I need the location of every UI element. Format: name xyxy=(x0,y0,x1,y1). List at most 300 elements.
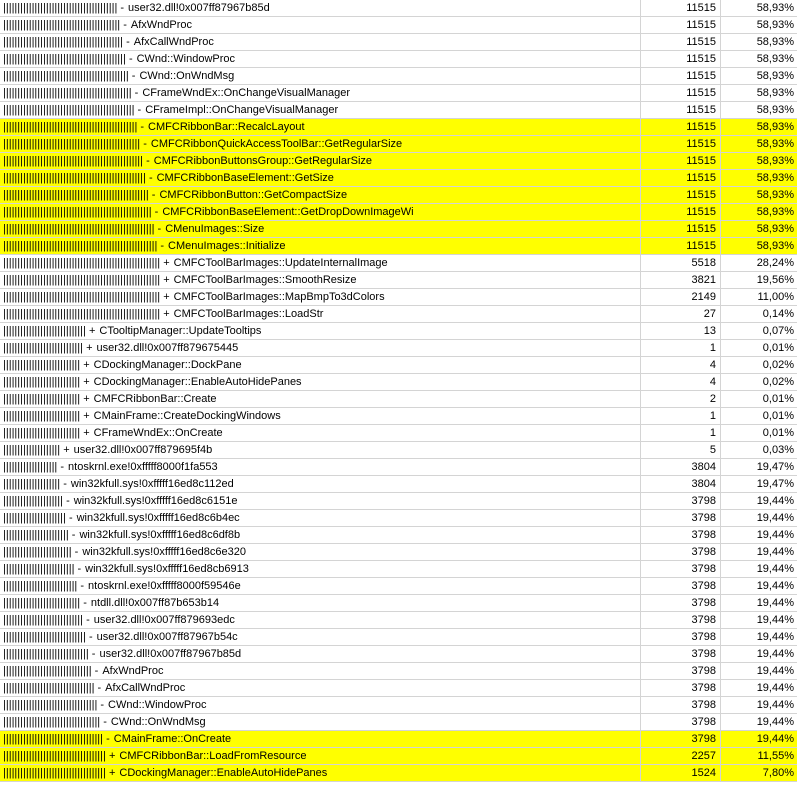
indent-guides: |||||||||||||||||||||||| xyxy=(3,546,72,558)
function-name: win32kfull.sys!0xfffff16ed8cb6913 xyxy=(85,563,249,575)
expand-toggle[interactable]: + xyxy=(63,444,70,456)
percentage-cell: 19,44% xyxy=(756,546,794,558)
indent-guides: ||||||||||||||||||||||||||||||||||||||||||||||||||||||| xyxy=(3,257,161,269)
sample-count-cell: 11515 xyxy=(641,68,721,84)
percentage-cell: 19,56% xyxy=(756,274,794,286)
sample-count-cell: 4 xyxy=(641,374,721,390)
indent-guides: ||||||||||||||||||||||||||||||||||||||||||||||||||||||| xyxy=(3,274,161,286)
function-name-cell xyxy=(0,136,641,152)
percentage-cell: 58,93% xyxy=(756,172,794,184)
function-name: win32kfull.sys!0xfffff16ed8c112ed xyxy=(70,478,234,490)
indent-guides: |||||||||||||||||||| xyxy=(3,478,61,490)
percentage-cell: 28,24% xyxy=(756,257,794,269)
collapse-toggle[interactable]: - xyxy=(123,19,127,31)
collapse-toggle[interactable]: - xyxy=(88,631,93,643)
call-tree-row[interactable] xyxy=(0,629,797,646)
expand-toggle[interactable]: + xyxy=(83,376,90,388)
indent-guides: ||||||||||||||||||||||||||| xyxy=(3,376,81,388)
indent-guides: |||||||||||||||||||||||||| xyxy=(3,580,78,592)
expand-toggle[interactable]: + xyxy=(163,291,170,303)
sample-count-cell: 3821 xyxy=(641,272,721,288)
indent-guides: |||||||||||||||||||||||||||||||||||||||||||||||||| xyxy=(3,172,146,184)
function-name: CMFCToolBarImages::UpdateInternalImage xyxy=(173,257,388,269)
percentage-cell: 58,93% xyxy=(756,2,794,14)
indent-guides: ||||||||||||||||||||||||||||||||||||||||||||||||||| xyxy=(3,189,149,201)
call-tree-row[interactable] xyxy=(0,51,797,68)
percentage-cell: 19,44% xyxy=(756,682,794,694)
sample-count-cell: 3798 xyxy=(641,646,721,662)
indent-guides: ||||||||||||||||||||||||||||||||| xyxy=(3,699,98,711)
expand-toggle[interactable]: + xyxy=(83,393,90,405)
call-tree-row[interactable] xyxy=(0,306,797,323)
function-name: win32kfull.sys!0xfffff16ed8c6b4ec xyxy=(76,512,240,524)
collapse-toggle[interactable]: - xyxy=(80,580,85,592)
collapse-toggle[interactable]: - xyxy=(160,240,165,252)
function-name: AfxCallWndProc xyxy=(105,682,186,694)
call-tree-row[interactable] xyxy=(0,255,797,272)
sample-count-cell: 11515 xyxy=(641,34,721,50)
function-name-cell xyxy=(0,646,641,662)
percentage-cell: 19,44% xyxy=(756,529,794,541)
function-name-cell xyxy=(0,187,641,203)
call-tree-row[interactable] xyxy=(0,0,797,17)
indent-guides: |||||||||||||||||||||| xyxy=(3,512,66,524)
call-tree-row[interactable] xyxy=(0,493,797,510)
function-name: CMenuImages::Initialize xyxy=(168,240,286,252)
sample-count-cell: 3798 xyxy=(641,595,721,611)
percentage-cell: 0,07% xyxy=(762,325,794,337)
collapse-toggle[interactable]: - xyxy=(128,53,133,65)
indent-guides: ||||||||||||||||||||||||||||||| xyxy=(3,665,92,677)
function-name-cell xyxy=(0,425,641,441)
function-name-cell xyxy=(0,289,641,305)
call-tree-row[interactable] xyxy=(0,272,797,289)
function-name: ntoskrnl.exe!0xfffff8000f59546e xyxy=(88,580,241,592)
function-name: CFrameWndEx::OnChangeVisualManager xyxy=(142,87,351,99)
function-name: CMFCRibbonQuickAccessToolBar::GetRegularSize xyxy=(150,138,403,150)
indent-guides: ||||||||||||||||||||||||||| xyxy=(3,359,81,371)
indent-guides: |||||||||||||||||||||||||||||||| xyxy=(3,682,95,694)
function-name-cell xyxy=(0,357,641,373)
function-name: CFrameWndEx::OnCreate xyxy=(93,427,223,439)
function-name-cell xyxy=(0,544,641,560)
percentage-cell: 0,14% xyxy=(762,308,794,320)
function-name: CMainFrame::CreateDockingWindows xyxy=(93,410,281,422)
sample-count-cell: 13 xyxy=(641,323,721,339)
sample-count-cell: 3798 xyxy=(641,697,721,713)
call-tree-row[interactable] xyxy=(0,612,797,629)
indent-guides: ||||||||||||||||||||||||| xyxy=(3,563,75,575)
percentage-cell: 11,00% xyxy=(757,291,794,303)
function-name: CDockingManager::EnableAutoHidePanes xyxy=(93,376,302,388)
function-name-cell xyxy=(0,459,641,475)
collapse-toggle[interactable]: - xyxy=(91,648,96,660)
indent-guides: ||||||||||||||||||||||||||||||||||||||||||||||||||||||| xyxy=(3,291,161,303)
function-name: CTooltipManager::UpdateTooltips xyxy=(99,325,262,337)
expand-toggle[interactable]: + xyxy=(108,767,116,779)
expand-toggle[interactable]: + xyxy=(163,308,170,320)
function-name: CMFCRibbonBar::LoadFromResource xyxy=(119,750,307,762)
function-name: CMenuImages::Size xyxy=(165,223,265,235)
call-tree-row[interactable] xyxy=(0,85,797,102)
function-name-cell xyxy=(0,340,641,356)
indent-guides: |||||||||||||||||||||||||||| xyxy=(3,342,84,354)
collapse-toggle[interactable]: - xyxy=(68,512,73,524)
function-name: CMFCRibbonBar::Create xyxy=(93,393,217,405)
function-name: CDockingManager::EnableAutoHidePanes xyxy=(119,767,328,779)
indent-guides: ||||||||||||||||||||||||||||| xyxy=(3,325,86,337)
collapse-toggle[interactable]: - xyxy=(157,223,162,235)
function-name: win32kfull.sys!0xfffff16ed8c6e320 xyxy=(82,546,247,558)
call-tree-row[interactable] xyxy=(0,527,797,544)
indent-guides: |||||||||||||||||||||||||||||||||| xyxy=(3,716,101,728)
percentage-cell: 19,44% xyxy=(756,733,794,745)
function-name: AfxWndProc xyxy=(102,665,164,677)
percentage-cell: 11,55% xyxy=(757,750,794,762)
collapse-toggle[interactable]: - xyxy=(94,665,99,677)
call-tree-row[interactable] xyxy=(0,748,797,765)
function-name-cell xyxy=(0,595,641,611)
percentage-cell: 19,44% xyxy=(756,597,794,609)
call-tree-row[interactable] xyxy=(0,476,797,493)
percentage-cell: 7,80% xyxy=(762,767,794,779)
percentage-cell: 58,93% xyxy=(756,53,794,65)
collapse-toggle[interactable]: - xyxy=(151,189,156,201)
function-name: CMFCToolBarImages::LoadStr xyxy=(173,308,324,320)
expand-toggle[interactable]: + xyxy=(83,427,90,439)
indent-guides: ||||||||||||||||||||||||||||||||||||||||| xyxy=(3,19,121,31)
function-name-cell xyxy=(0,663,641,679)
percentage-cell: 0,03% xyxy=(762,444,794,456)
expand-toggle[interactable]: + xyxy=(108,750,116,762)
function-name: ntoskrnl.exe!0xfffff8000f1fa553 xyxy=(68,461,218,473)
collapse-toggle[interactable]: - xyxy=(100,699,105,711)
function-name-cell xyxy=(0,51,641,67)
function-name-cell xyxy=(0,221,641,237)
function-name-cell xyxy=(0,408,641,424)
function-name-cell xyxy=(0,765,641,781)
sample-count-cell: 2149 xyxy=(641,289,721,305)
function-name: CMainFrame::OnCreate xyxy=(113,733,232,745)
call-tree-row[interactable] xyxy=(0,442,797,459)
call-tree-row[interactable] xyxy=(0,170,797,187)
indent-guides: |||||||||||||||||||||||||||||||||||||||||||||||| xyxy=(3,138,141,150)
function-name-cell xyxy=(0,17,641,33)
collapse-toggle[interactable]: - xyxy=(134,87,139,99)
function-name: user32.dll!0x007ff87967b54c xyxy=(96,631,238,643)
collapse-toggle[interactable]: - xyxy=(120,2,125,14)
sample-count-cell: 2 xyxy=(641,391,721,407)
call-tree-row[interactable] xyxy=(0,578,797,595)
function-name: CWnd::WindowProc xyxy=(108,699,207,711)
indent-guides: ||||||||||||||||||||||||||||||||||||||||||||||| xyxy=(3,121,138,133)
function-name: CDockingManager::DockPane xyxy=(93,359,242,371)
percentage-cell: 19,44% xyxy=(756,495,794,507)
sample-count-cell: 3804 xyxy=(641,459,721,475)
indent-guides: |||||||||||||||||||||||||||||||||||||||||| xyxy=(3,36,124,48)
function-name-cell xyxy=(0,153,641,169)
sample-count-cell: 27 xyxy=(641,306,721,322)
percentage-cell: 19,44% xyxy=(756,563,794,575)
sample-count-cell: 11515 xyxy=(641,238,721,254)
sample-count-cell: 11515 xyxy=(641,221,721,237)
function-name-cell xyxy=(0,68,641,84)
indent-guides: ||||||||||||||||||||||||||||||||||||||||||||||||| xyxy=(3,155,144,167)
sample-count-cell: 11515 xyxy=(641,51,721,67)
call-tree-row[interactable] xyxy=(0,391,797,408)
indent-guides: ||||||||||||||||||||| xyxy=(3,495,64,507)
expand-toggle[interactable]: + xyxy=(83,359,90,371)
percentage-cell: 58,93% xyxy=(756,121,794,133)
collapse-toggle[interactable]: - xyxy=(74,546,79,558)
sample-count-cell: 1 xyxy=(641,408,721,424)
indent-guides: |||||||||||||||||||||||||||| xyxy=(3,614,84,626)
sample-count-cell: 3798 xyxy=(641,493,721,509)
collapse-toggle[interactable]: - xyxy=(66,495,70,507)
sample-count-cell: 3798 xyxy=(641,527,721,543)
collapse-toggle[interactable]: - xyxy=(86,614,90,626)
call-tree-row[interactable] xyxy=(0,119,797,136)
collapse-toggle[interactable]: - xyxy=(148,172,153,184)
indent-guides: ||||||||||||||||||||||||||||||||||||||||||||| xyxy=(3,87,132,99)
function-name: CWnd::OnWndMsg xyxy=(139,70,235,82)
collapse-toggle[interactable]: - xyxy=(140,121,145,133)
indent-guides: |||||||||||||||||||||||||||||||||||||||||||||| xyxy=(3,104,135,116)
function-name: CFrameImpl::OnChangeVisualManager xyxy=(145,104,339,116)
function-name-cell xyxy=(0,748,641,764)
function-name-cell xyxy=(0,170,641,186)
call-tree-row[interactable] xyxy=(0,765,797,782)
call-tree-row[interactable] xyxy=(0,204,797,221)
call-tree-row[interactable] xyxy=(0,102,797,119)
indent-guides: ||||||||||||||||||||||||||||||||||||||||||| xyxy=(3,53,126,65)
indent-guides: |||||||||||||||||||||||||||||||||||||||||||||||||||||| xyxy=(3,240,158,252)
sample-count-cell: 3798 xyxy=(641,629,721,645)
percentage-cell: 19,44% xyxy=(756,631,794,643)
function-name-cell xyxy=(0,34,641,50)
call-tree-row[interactable] xyxy=(0,408,797,425)
function-name-cell xyxy=(0,731,641,747)
expand-toggle[interactable]: + xyxy=(163,274,170,286)
call-tree-row[interactable] xyxy=(0,136,797,153)
function-name-cell xyxy=(0,0,641,16)
percentage-cell: 58,93% xyxy=(756,155,794,167)
indent-guides: |||||||||||||||||||||||||||||||||||| xyxy=(3,750,106,762)
function-name-cell xyxy=(0,680,641,696)
function-name-cell xyxy=(0,306,641,322)
collapse-toggle[interactable]: - xyxy=(154,206,159,218)
function-name: CMFCRibbonBar::RecalcLayout xyxy=(148,121,305,133)
call-tree-row[interactable] xyxy=(0,289,797,306)
percentage-cell: 58,93% xyxy=(756,19,794,31)
call-tree-row[interactable] xyxy=(0,153,797,170)
sample-count-cell: 11515 xyxy=(641,153,721,169)
call-tree-row[interactable] xyxy=(0,187,797,204)
percentage-cell: 58,93% xyxy=(756,87,794,99)
function-name-cell xyxy=(0,476,641,492)
indent-guides: |||||||||||||||||||||||||||||||||||||||||||||||||||| xyxy=(3,206,152,218)
collapse-toggle[interactable]: - xyxy=(143,138,147,150)
function-name: CMFCRibbonButton::GetCompactSize xyxy=(159,189,348,201)
call-tree-row[interactable] xyxy=(0,425,797,442)
function-name-cell xyxy=(0,714,641,730)
function-name-cell xyxy=(0,493,641,509)
call-tree-row[interactable] xyxy=(0,646,797,663)
collapse-toggle[interactable]: - xyxy=(106,733,110,745)
sample-count-cell: 3798 xyxy=(641,731,721,747)
expand-toggle[interactable]: + xyxy=(86,342,93,354)
sample-count-cell: 1 xyxy=(641,425,721,441)
function-name: user32.dll!0x007ff87967b85d xyxy=(128,2,270,14)
function-name-cell xyxy=(0,391,641,407)
call-tree-row[interactable] xyxy=(0,731,797,748)
sample-count-cell: 3798 xyxy=(641,510,721,526)
sample-count-cell: 2257 xyxy=(641,748,721,764)
function-name: CMFCRibbonBaseElement::GetSize xyxy=(156,172,334,184)
call-tree-row[interactable] xyxy=(0,680,797,697)
call-tree-row[interactable] xyxy=(0,595,797,612)
call-tree-row[interactable] xyxy=(0,544,797,561)
sample-count-cell: 11515 xyxy=(641,136,721,152)
sample-count-cell: 3798 xyxy=(641,544,721,560)
sample-count-cell: 3798 xyxy=(641,612,721,628)
sample-count-cell: 11515 xyxy=(641,170,721,186)
call-tree-row[interactable] xyxy=(0,561,797,578)
indent-guides: ||||||||||||||||||||||||||||| xyxy=(3,631,86,643)
function-name: user32.dll!0x007ff879693edc xyxy=(93,614,235,626)
percentage-cell: 58,93% xyxy=(756,70,794,82)
function-name-cell xyxy=(0,238,641,254)
percentage-cell: 0,01% xyxy=(762,427,794,439)
function-name: CMFCRibbonButtonsGroup::GetRegularSize xyxy=(153,155,373,167)
function-name: AfxCallWndProc xyxy=(133,36,214,48)
sample-count-cell: 3798 xyxy=(641,680,721,696)
percentage-cell: 19,47% xyxy=(756,478,794,490)
call-tree-row[interactable] xyxy=(0,221,797,238)
percentage-cell: 58,93% xyxy=(756,206,794,218)
call-tree-row[interactable] xyxy=(0,68,797,85)
sample-count-cell: 3798 xyxy=(641,714,721,730)
sample-count-cell: 3798 xyxy=(641,561,721,577)
sample-count-cell: 3804 xyxy=(641,476,721,492)
function-name: AfxWndProc xyxy=(130,19,193,31)
collapse-toggle[interactable]: - xyxy=(60,461,65,473)
call-tree-row[interactable] xyxy=(0,34,797,51)
percentage-cell: 0,01% xyxy=(762,410,794,422)
function-name-cell xyxy=(0,272,641,288)
percentage-cell: 19,44% xyxy=(756,699,794,711)
function-name-cell xyxy=(0,442,641,458)
call-tree-row[interactable] xyxy=(0,17,797,34)
function-name-cell xyxy=(0,85,641,101)
call-tree-row[interactable] xyxy=(0,340,797,357)
indent-guides: ||||||||||||||||||||||||||| xyxy=(3,597,81,609)
call-tree-row[interactable] xyxy=(0,663,797,680)
indent-guides: |||||||||||||||||||||||||||||||||||| xyxy=(3,767,106,779)
sample-count-cell: 11515 xyxy=(641,187,721,203)
function-name-cell xyxy=(0,629,641,645)
function-name-cell xyxy=(0,204,641,220)
indent-guides: ||||||||||||||||||||||||||| xyxy=(3,410,81,422)
indent-guides: |||||||||||||||||||||||||||||||||||||||||||| xyxy=(3,70,129,82)
percentage-cell: 58,93% xyxy=(756,223,794,235)
collapse-toggle[interactable]: - xyxy=(77,563,82,575)
sample-count-cell: 3798 xyxy=(641,663,721,679)
function-name-cell xyxy=(0,527,641,543)
expand-toggle[interactable]: + xyxy=(88,325,96,337)
sample-count-cell: 1524 xyxy=(641,765,721,781)
function-name-cell xyxy=(0,323,641,339)
function-name-cell xyxy=(0,612,641,628)
call-tree-row[interactable] xyxy=(0,697,797,714)
collapse-toggle[interactable]: - xyxy=(126,36,130,48)
percentage-cell: 19,44% xyxy=(756,648,794,660)
expand-toggle[interactable]: + xyxy=(163,257,170,269)
function-name-cell xyxy=(0,561,641,577)
collapse-toggle[interactable]: - xyxy=(63,478,67,490)
collapse-toggle[interactable]: - xyxy=(71,529,76,541)
indent-guides: |||||||||||||||||||||||||||||| xyxy=(3,648,89,660)
sample-count-cell: 11515 xyxy=(641,17,721,33)
function-name: ntdll.dll!0x007ff87b653b14 xyxy=(90,597,220,609)
function-name-cell xyxy=(0,697,641,713)
sample-count-cell: 11515 xyxy=(641,0,721,16)
function-name: CWnd::WindowProc xyxy=(136,53,236,65)
sample-count-cell: 5518 xyxy=(641,255,721,271)
percentage-cell: 19,47% xyxy=(756,461,794,473)
call-tree-row[interactable] xyxy=(0,714,797,731)
indent-guides: ||||||||||||||||||||||||||||||||||||||||||||||||||||||| xyxy=(3,308,161,320)
collapse-toggle[interactable]: - xyxy=(97,682,102,694)
call-tree-row[interactable] xyxy=(0,238,797,255)
sample-count-cell: 11515 xyxy=(641,85,721,101)
function-name: CWnd::OnWndMsg xyxy=(110,716,206,728)
sample-count-cell: 1 xyxy=(641,340,721,356)
call-tree-row[interactable] xyxy=(0,323,797,340)
expand-toggle[interactable]: + xyxy=(83,410,90,422)
collapse-toggle[interactable]: - xyxy=(146,155,150,167)
percentage-cell: 19,44% xyxy=(756,580,794,592)
percentage-cell: 0,02% xyxy=(762,376,794,388)
indent-guides: ||||||||||||||||||||||||||| xyxy=(3,427,81,439)
function-name-cell xyxy=(0,119,641,135)
function-name: user32.dll!0x007ff879695f4b xyxy=(73,444,213,456)
function-name: win32kfull.sys!0xfffff16ed8c6df8b xyxy=(79,529,241,541)
collapse-toggle[interactable]: - xyxy=(131,70,136,82)
collapse-toggle[interactable]: - xyxy=(83,597,87,609)
indent-guides: ||||||||||||||||||| xyxy=(3,461,58,473)
sample-count-cell: 11515 xyxy=(641,102,721,118)
percentage-cell: 58,93% xyxy=(756,36,794,48)
sample-count-cell: 4 xyxy=(641,357,721,373)
call-tree-row[interactable] xyxy=(0,510,797,527)
collapse-toggle[interactable]: - xyxy=(137,104,142,116)
collapse-toggle[interactable]: - xyxy=(103,716,107,728)
call-tree-row[interactable] xyxy=(0,357,797,374)
percentage-cell: 0,01% xyxy=(762,393,794,405)
function-name-cell xyxy=(0,255,641,271)
call-tree-row[interactable] xyxy=(0,459,797,476)
percentage-cell: 19,44% xyxy=(756,665,794,677)
sample-count-cell: 11515 xyxy=(641,204,721,220)
sample-count-cell: 11515 xyxy=(641,119,721,135)
function-name-cell xyxy=(0,374,641,390)
call-tree-row[interactable] xyxy=(0,374,797,391)
percentage-cell: 58,93% xyxy=(756,240,794,252)
indent-guides: |||||||||||||||||||| xyxy=(3,444,61,456)
function-name-cell xyxy=(0,102,641,118)
percentage-cell: 19,44% xyxy=(756,614,794,626)
